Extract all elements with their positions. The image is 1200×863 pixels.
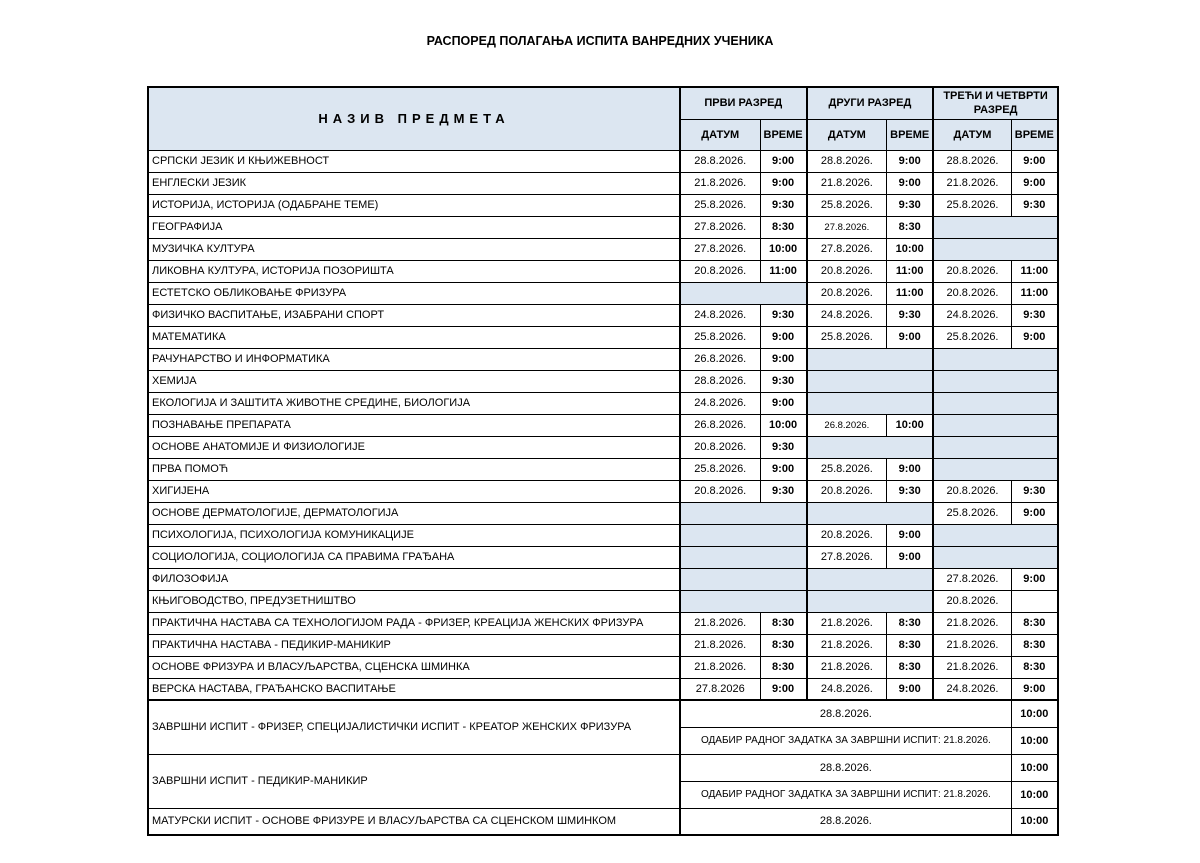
table-row xyxy=(148,238,1058,260)
g2-empty-cell xyxy=(807,436,934,458)
table-row xyxy=(148,392,1058,414)
subject-name: ГЕОГРАФИЈА xyxy=(148,216,680,238)
g2-time: 9:30 xyxy=(887,304,934,326)
g2-empty-cell xyxy=(807,392,934,414)
table-row xyxy=(148,370,1058,392)
g3-date: 20.8.2026. xyxy=(933,260,1011,282)
g3-empty-cell xyxy=(933,436,1058,458)
final-exam-note-time: 10:00 xyxy=(1011,727,1058,754)
subject-name: КЊИГОВОДСТВО, ПРЕДУЗЕТНИШТВО xyxy=(148,590,680,612)
subject-name: ВЕРСКА НАСТАВА, ГРАЂАНСКО ВАСПИТАЊЕ xyxy=(148,678,680,700)
g1-time: 9:00 xyxy=(760,678,807,700)
g1-date: 28.8.2026. xyxy=(680,150,760,172)
g1-date: 20.8.2026. xyxy=(680,436,760,458)
g2-empty-cell xyxy=(807,348,934,370)
final-exam-name: ЗАВРШНИ ИСПИТ - ПЕДИКИР-МАНИКИР xyxy=(148,754,680,808)
g2-time: 9:00 xyxy=(887,150,934,172)
page-title: РАСПОРЕД ПОЛАГАЊА ИСПИТА ВАНРЕДНИХ УЧЕНИКА xyxy=(426,34,774,48)
g2-date: 24.8.2026. xyxy=(807,304,887,326)
g2-date: 27.8.2026. xyxy=(807,216,887,238)
subject-name: ПОЗНАВАЊЕ ПРЕПАРАТА xyxy=(148,414,680,436)
g1-empty-cell xyxy=(680,590,807,612)
subject-name: ФИЗИЧКО ВАСПИТАЊЕ, ИЗАБРАНИ СПОРТ xyxy=(148,304,680,326)
g2-date: 21.8.2026. xyxy=(807,172,887,194)
subject-name: ОСНОВЕ ДЕРМАТОЛОГИЈЕ, ДЕРМАТОЛОГИЈА xyxy=(148,502,680,524)
grade1-time-header: ВРЕМЕ xyxy=(760,119,807,150)
g2-date: 20.8.2026. xyxy=(807,524,887,546)
g1-time: 9:30 xyxy=(760,304,807,326)
g1-empty-cell xyxy=(680,524,807,546)
g3-empty-cell xyxy=(933,238,1058,260)
g2-time: 8:30 xyxy=(887,656,934,678)
final-exam-note-time: 10:00 xyxy=(1011,781,1058,808)
table-row xyxy=(148,304,1058,326)
g3-empty-cell xyxy=(933,414,1058,436)
g1-date: 26.8.2026. xyxy=(680,348,760,370)
g1-empty-cell xyxy=(680,568,807,590)
g1-date: 21.8.2026. xyxy=(680,656,760,678)
table-row xyxy=(148,678,1058,700)
table-row xyxy=(148,524,1058,546)
final-exam-date: 28.8.2026. xyxy=(680,754,1011,781)
g1-time: 9:00 xyxy=(760,326,807,348)
g3-time: 9:00 xyxy=(1011,150,1058,172)
g1-empty-cell xyxy=(680,502,807,524)
g3-time: 9:00 xyxy=(1011,568,1058,590)
g3-time: 8:30 xyxy=(1011,634,1058,656)
g2-time: 9:00 xyxy=(887,678,934,700)
g3-date: 21.8.2026. xyxy=(933,612,1011,634)
subject-name: СОЦИОЛОГИЈА, СОЦИОЛОГИЈА СА ПРАВИМА ГРАЂАНА xyxy=(148,546,680,568)
table-row xyxy=(148,216,1058,238)
final-exam-time: 10:00 xyxy=(1011,808,1058,835)
g2-date: 21.8.2026. xyxy=(807,656,887,678)
g2-date: 24.8.2026. xyxy=(807,678,887,700)
g2-empty-cell xyxy=(807,590,934,612)
g1-date: 21.8.2026. xyxy=(680,612,760,634)
g3-empty-cell xyxy=(933,370,1058,392)
table-row xyxy=(148,546,1058,568)
subject-name: ЕСТЕТСКО ОБЛИКОВАЊЕ ФРИЗУРА xyxy=(148,282,680,304)
g3-empty-cell xyxy=(933,216,1058,238)
g3-date: 24.8.2026. xyxy=(933,678,1011,700)
g2-date: 25.8.2026. xyxy=(807,326,887,348)
g3-time: 9:30 xyxy=(1011,194,1058,216)
g2-date: 20.8.2026. xyxy=(807,282,887,304)
g1-date: 20.8.2026. xyxy=(680,480,760,502)
g1-date: 27.8.2026. xyxy=(680,216,760,238)
g2-time: 9:00 xyxy=(887,546,934,568)
subject-name: ФИЛОЗОФИЈА xyxy=(148,568,680,590)
g1-date: 21.8.2026. xyxy=(680,634,760,656)
g2-date: 27.8.2026. xyxy=(807,546,887,568)
subject-name: ЛИКОВНА КУЛТУРА, ИСТОРИЈА ПОЗОРИШТА xyxy=(148,260,680,282)
grade2-time-header: ВРЕМЕ xyxy=(887,119,934,150)
g1-time: 8:30 xyxy=(760,216,807,238)
g1-date: 27.8.2026. xyxy=(680,238,760,260)
g1-time: 11:00 xyxy=(760,260,807,282)
g3-date: 25.8.2026. xyxy=(933,194,1011,216)
table-row xyxy=(148,480,1058,502)
g3-time: 9:00 xyxy=(1011,326,1058,348)
subject-name: РАЧУНАРСТВО И ИНФОРМАТИКА xyxy=(148,348,680,370)
g2-time: 8:30 xyxy=(887,612,934,634)
g1-date: 24.8.2026. xyxy=(680,392,760,414)
g3-date: 21.8.2026. xyxy=(933,656,1011,678)
g2-time: 10:00 xyxy=(887,414,934,436)
g3-date: 20.8.2026. xyxy=(933,590,1011,612)
g3-time: 9:00 xyxy=(1011,172,1058,194)
subject-name: ПСИХОЛОГИЈА, ПСИХОЛОГИЈА КОМУНИКАЦИЈЕ xyxy=(148,524,680,546)
table-row xyxy=(148,414,1058,436)
subject-name: ПРАКТИЧНА НАСТАВА СА ТЕХНОЛОГИЈОМ РАДА - ФРИЗЕР, КРЕАЦИЈА ЖЕНСКИХ ФРИЗУРА xyxy=(148,612,680,634)
g1-time: 9:00 xyxy=(760,172,807,194)
g2-time: 8:30 xyxy=(887,216,934,238)
final-exam-row xyxy=(148,754,1058,781)
g2-time: 9:00 xyxy=(887,172,934,194)
g1-date: 25.8.2026. xyxy=(680,458,760,480)
final-exam-row xyxy=(148,808,1058,835)
table-row xyxy=(148,656,1058,678)
final-exam-date: 28.8.2026. xyxy=(680,700,1011,727)
g1-date: 20.8.2026. xyxy=(680,260,760,282)
g3-date: 27.8.2026. xyxy=(933,568,1011,590)
g3-time: 9:30 xyxy=(1011,304,1058,326)
g3-empty-cell xyxy=(933,524,1058,546)
g2-time: 10:00 xyxy=(887,238,934,260)
table-row xyxy=(148,282,1058,304)
g1-date: 25.8.2026. xyxy=(680,326,760,348)
g2-time: 9:00 xyxy=(887,524,934,546)
g3-empty-cell xyxy=(933,546,1058,568)
g3-time: 11:00 xyxy=(1011,282,1058,304)
g2-empty-cell xyxy=(807,568,934,590)
table-row xyxy=(148,348,1058,370)
g1-date: 27.8.2026 xyxy=(680,678,760,700)
subject-name: ХЕМИЈА xyxy=(148,370,680,392)
final-exam-name: ЗАВРШНИ ИСПИТ - ФРИЗЕР, СПЕЦИЈАЛИСТИЧКИ ИСПИТ - КРЕАТОР ЖЕНСКИХ ФРИЗУРА xyxy=(148,700,680,754)
g2-time: 11:00 xyxy=(887,282,934,304)
g1-date: 28.8.2026. xyxy=(680,370,760,392)
g1-time: 9:30 xyxy=(760,194,807,216)
grade34-time-header: ВРЕМЕ xyxy=(1011,119,1058,150)
g2-date: 20.8.2026. xyxy=(807,260,887,282)
subject-name: МУЗИЧКА КУЛТУРА xyxy=(148,238,680,260)
g1-time: 9:00 xyxy=(760,348,807,370)
grade2-header: ДРУГИ РАЗРЕД xyxy=(807,87,934,119)
g1-time: 9:30 xyxy=(760,480,807,502)
table-row xyxy=(148,634,1058,656)
subject-name: ОСНОВЕ АНАТОМИЈЕ И ФИЗИОЛОГИЈЕ xyxy=(148,436,680,458)
table-row xyxy=(148,194,1058,216)
g2-date: 25.8.2026. xyxy=(807,458,887,480)
g1-time: 9:00 xyxy=(760,458,807,480)
g2-date: 26.8.2026. xyxy=(807,414,887,436)
g1-time: 9:30 xyxy=(760,370,807,392)
subject-name: ПРАКТИЧНА НАСТАВА - ПЕДИКИР-МАНИКИР xyxy=(148,634,680,656)
g3-date: 21.8.2026. xyxy=(933,634,1011,656)
g3-date: 25.8.2026. xyxy=(933,502,1011,524)
g3-date: 20.8.2026. xyxy=(933,282,1011,304)
g1-time: 9:00 xyxy=(760,392,807,414)
table-row xyxy=(148,458,1058,480)
table-row xyxy=(148,590,1058,612)
final-exam-time: 10:00 xyxy=(1011,700,1058,727)
g3-date: 28.8.2026. xyxy=(933,150,1011,172)
g1-time: 8:30 xyxy=(760,656,807,678)
g3-date: 24.8.2026. xyxy=(933,304,1011,326)
g3-empty-cell xyxy=(933,458,1058,480)
table-row xyxy=(148,436,1058,458)
subject-name: ПРВА ПОМОЋ xyxy=(148,458,680,480)
g2-time: 9:00 xyxy=(887,458,934,480)
table-row xyxy=(148,502,1058,524)
subject-name: ИСТОРИЈА, ИСТОРИЈА (ОДАБРАНЕ ТЕМЕ) xyxy=(148,194,680,216)
g3-empty-cell xyxy=(933,392,1058,414)
g1-time: 10:00 xyxy=(760,414,807,436)
g2-date: 28.8.2026. xyxy=(807,150,887,172)
table-row xyxy=(148,568,1058,590)
table-row xyxy=(148,172,1058,194)
g3-time xyxy=(1011,590,1058,612)
g2-time: 9:00 xyxy=(887,326,934,348)
g2-time: 8:30 xyxy=(887,634,934,656)
g3-time: 9:00 xyxy=(1011,502,1058,524)
g1-date: 21.8.2026. xyxy=(680,172,760,194)
g3-time: 9:30 xyxy=(1011,480,1058,502)
g2-date: 21.8.2026. xyxy=(807,634,887,656)
g1-empty-cell xyxy=(680,282,807,304)
table-row xyxy=(148,612,1058,634)
g2-date: 21.8.2026. xyxy=(807,612,887,634)
g3-time: 9:00 xyxy=(1011,678,1058,700)
g2-empty-cell xyxy=(807,502,934,524)
g1-time: 8:30 xyxy=(760,612,807,634)
subject-name: ОСНОВЕ ФРИЗУРА И ВЛАСУЉАРСТВА, СЦЕНСКА ШМИНКА xyxy=(148,656,680,678)
g2-date: 20.8.2026. xyxy=(807,480,887,502)
grade34-date-header: ДАТУМ xyxy=(933,119,1011,150)
g3-date: 20.8.2026. xyxy=(933,480,1011,502)
table-row xyxy=(148,326,1058,348)
g3-empty-cell xyxy=(933,348,1058,370)
g1-date: 26.8.2026. xyxy=(680,414,760,436)
grade34-header: ТРЕЋИ И ЧЕТВРТИ РАЗРЕД xyxy=(933,87,1058,119)
table-row xyxy=(148,260,1058,282)
subject-name: МАТЕМАТИКА xyxy=(148,326,680,348)
final-exam-note: ОДАБИР РАДНОГ ЗАДАТКА ЗА ЗАВРШНИ ИСПИТ: 21.8.2026. xyxy=(680,727,1011,754)
g2-date: 27.8.2026. xyxy=(807,238,887,260)
g1-time: 8:30 xyxy=(760,634,807,656)
g3-date: 25.8.2026. xyxy=(933,326,1011,348)
grade1-date-header: ДАТУМ xyxy=(680,119,760,150)
final-exam-name: МАТУРСКИ ИСПИТ - ОСНОВЕ ФРИЗУРЕ И ВЛАСУЉАРСТВА СА СЦЕНСКОМ ШМИНКОМ xyxy=(148,808,680,835)
subject-name: ХИГИЈЕНА xyxy=(148,480,680,502)
final-exam-note: ОДАБИР РАДНОГ ЗАДАТКА ЗА ЗАВРШНИ ИСПИТ: 21.8.2026. xyxy=(680,781,1011,808)
table-row xyxy=(148,150,1058,172)
g1-date: 24.8.2026. xyxy=(680,304,760,326)
g1-empty-cell xyxy=(680,546,807,568)
subject-name: ЕКОЛОГИЈА И ЗАШТИТА ЖИВОТНЕ СРЕДИНЕ, БИОЛОГИЈА xyxy=(148,392,680,414)
g3-time: 8:30 xyxy=(1011,656,1058,678)
g2-time: 9:30 xyxy=(887,194,934,216)
grade2-date-header: ДАТУМ xyxy=(807,119,887,150)
g3-time: 8:30 xyxy=(1011,612,1058,634)
g1-date: 25.8.2026. xyxy=(680,194,760,216)
final-exam-date: 28.8.2026. xyxy=(680,808,1011,835)
g2-time: 9:30 xyxy=(887,480,934,502)
g1-time: 9:00 xyxy=(760,150,807,172)
g1-time: 10:00 xyxy=(760,238,807,260)
subject-column-header: НАЗИВ ПРЕДМЕТА xyxy=(148,87,680,150)
g3-date: 21.8.2026. xyxy=(933,172,1011,194)
final-exam-row xyxy=(148,700,1058,727)
g2-time: 11:00 xyxy=(887,260,934,282)
subject-name: СРПСКИ ЈЕЗИК И КЊИЖЕВНОСТ xyxy=(148,150,680,172)
g1-time: 9:30 xyxy=(760,436,807,458)
subject-name: ЕНГЛЕСКИ ЈЕЗИК xyxy=(148,172,680,194)
final-exam-time: 10:00 xyxy=(1011,754,1058,781)
grade1-header: ПРВИ РАЗРЕД xyxy=(680,87,807,119)
g2-date: 25.8.2026. xyxy=(807,194,887,216)
g3-time: 11:00 xyxy=(1011,260,1058,282)
exam-schedule-table xyxy=(147,86,1059,836)
g2-empty-cell xyxy=(807,370,934,392)
